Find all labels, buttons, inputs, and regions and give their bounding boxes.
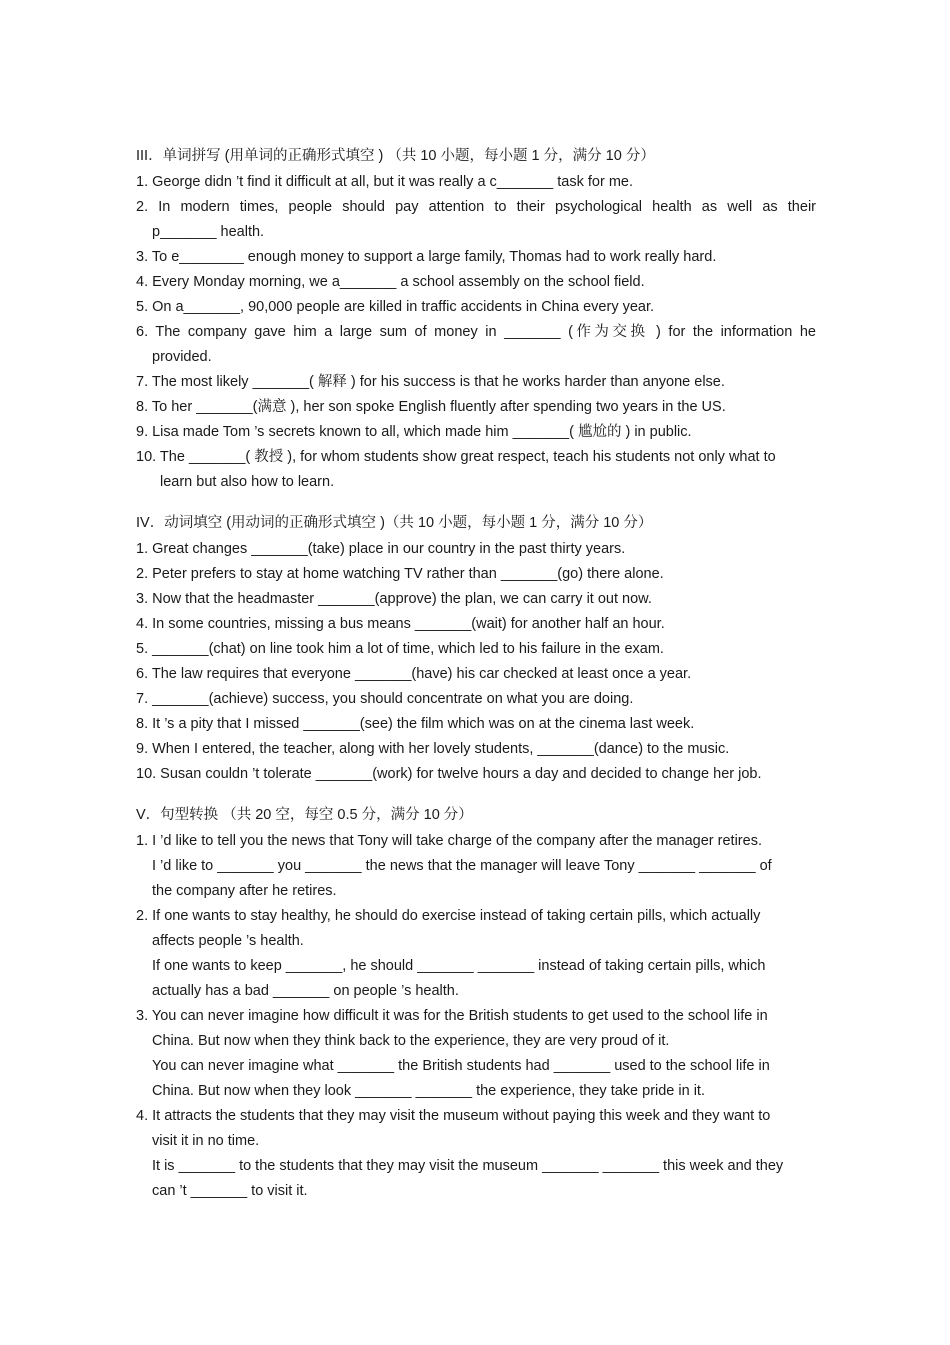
question-line: 3. To e________ enough money to support a large family, Thomas had to work really hard. bbox=[136, 249, 717, 265]
exam-page bbox=[136, 146, 816, 1222]
question-line: 2. Peter prefers to stay at home watching TV rather than _______(go) there alone. bbox=[136, 566, 664, 582]
question-line: 1. Great changes _______(take) place in our country in the past thirty years. bbox=[136, 541, 626, 557]
question-line: actually has a bad _______ on people ’s health. bbox=[152, 983, 459, 999]
question-line: 3. Now that the headmaster _______(approve) the plan, we can carry it out now. bbox=[136, 591, 652, 607]
question-line: 1. George didn ’t find it difficult at all, but it was really a c_______ task for me. bbox=[136, 174, 634, 190]
question-line: It is _______ to the students that they may visit the museum _______ _______ this week and they bbox=[152, 1158, 784, 1174]
question-line: 7. The most likely _______( 解释 ) for his success is that he works harder than anyone else. bbox=[136, 374, 725, 390]
question-line: 4. In some countries, missing a bus means _______(wait) for another half an hour. bbox=[136, 616, 665, 632]
question-line: learn but also how to learn. bbox=[160, 474, 335, 490]
section-sentence-transformation bbox=[136, 805, 816, 1204]
question-line: 2. If one wants to stay healthy, he should do exercise instead of taking certain pills, which actually bbox=[136, 908, 761, 924]
question-line: 8. It ’s a pity that I missed _______(see) the film which was on at the cinema last week. bbox=[136, 716, 695, 732]
section-word-spelling bbox=[136, 146, 816, 495]
question-line: the company after he retires. bbox=[152, 883, 337, 899]
section-heading: III．单词拼写 (用单词的正确形式填空 ) （共 10 小题，每小题 1 分，满分 10 分） bbox=[136, 148, 655, 164]
question-line: 6. The company gave him a large sum of money in _______ (作为交换 ) for the information he bbox=[136, 324, 816, 340]
question-line: affects people ’s health. bbox=[152, 933, 304, 949]
question-line: 4. Every Monday morning, we a_______ a school assembly on the school field. bbox=[136, 274, 645, 290]
question-line: China. But now when they think back to the experience, they are very proud of it. bbox=[152, 1033, 670, 1049]
section-verb-filling bbox=[136, 513, 816, 787]
question-line: 5. On a_______, 90,000 people are killed in traffic accidents in China every year. bbox=[136, 299, 655, 315]
question-line: You can never imagine what _______ the British students had _______ used to the school life in bbox=[152, 1058, 770, 1074]
question-line: p_______ health. bbox=[152, 224, 265, 240]
question-line: 7. _______(achieve) success, you should concentrate on what you are doing. bbox=[136, 691, 634, 707]
section-heading: IV．动词填空 (用动词的正确形式填空 )（共 10 小题，每小题 1 分，满分 10 分） bbox=[136, 515, 653, 531]
question-line: China. But now when they look _______ _______ the experience, they take pride in it. bbox=[152, 1083, 705, 1099]
question-line: 9. When I entered, the teacher, along with her lovely students, _______(dance) to the music. bbox=[136, 741, 730, 757]
question-line: 3. You can never imagine how difficult it was for the British students to get used to the school life in bbox=[136, 1008, 768, 1024]
question-line: can ’t _______ to visit it. bbox=[152, 1183, 308, 1199]
question-line: 2. In modern times, people should pay attention to their psychological health as well as their bbox=[136, 199, 816, 215]
question-line: 5. _______(chat) on line took him a lot of time, which led to his failure in the exam. bbox=[136, 641, 664, 657]
question-line: 6. The law requires that everyone _______(have) his car checked at least once a year. bbox=[136, 666, 692, 682]
section-heading: V．句型转换 （共 20 空，每空 0.5 分，满分 10 分） bbox=[136, 807, 473, 823]
question-line: visit it in no time. bbox=[152, 1133, 260, 1149]
question-line: 9. Lisa made Tom ’s secrets known to all, which made him _______( 尴尬的 ) in public. bbox=[136, 424, 692, 440]
question-line: provided. bbox=[152, 349, 212, 365]
question-line: 10. The _______( 教授 ), for whom students show great respect, teach his students not only what to bbox=[136, 449, 776, 465]
question-line: 1. I ’d like to tell you the news that Tony will take charge of the company after the manager retires. bbox=[136, 833, 762, 849]
question-line: 8. To her _______(满意 ), her son spoke English fluently after spending two years in the US. bbox=[136, 399, 726, 415]
question-line: 10. Susan couldn ’t tolerate _______(work) for twelve hours a day and decided to change her job. bbox=[136, 766, 762, 782]
question-line: 4. It attracts the students that they may visit the museum without paying this week and they want to bbox=[136, 1108, 771, 1124]
question-line: I ’d like to _______ you _______ the news that the manager will leave Tony _______ _______ of bbox=[152, 858, 772, 874]
question-line: If one wants to keep _______, he should _______ _______ instead of taking certain pills, which bbox=[152, 958, 766, 974]
